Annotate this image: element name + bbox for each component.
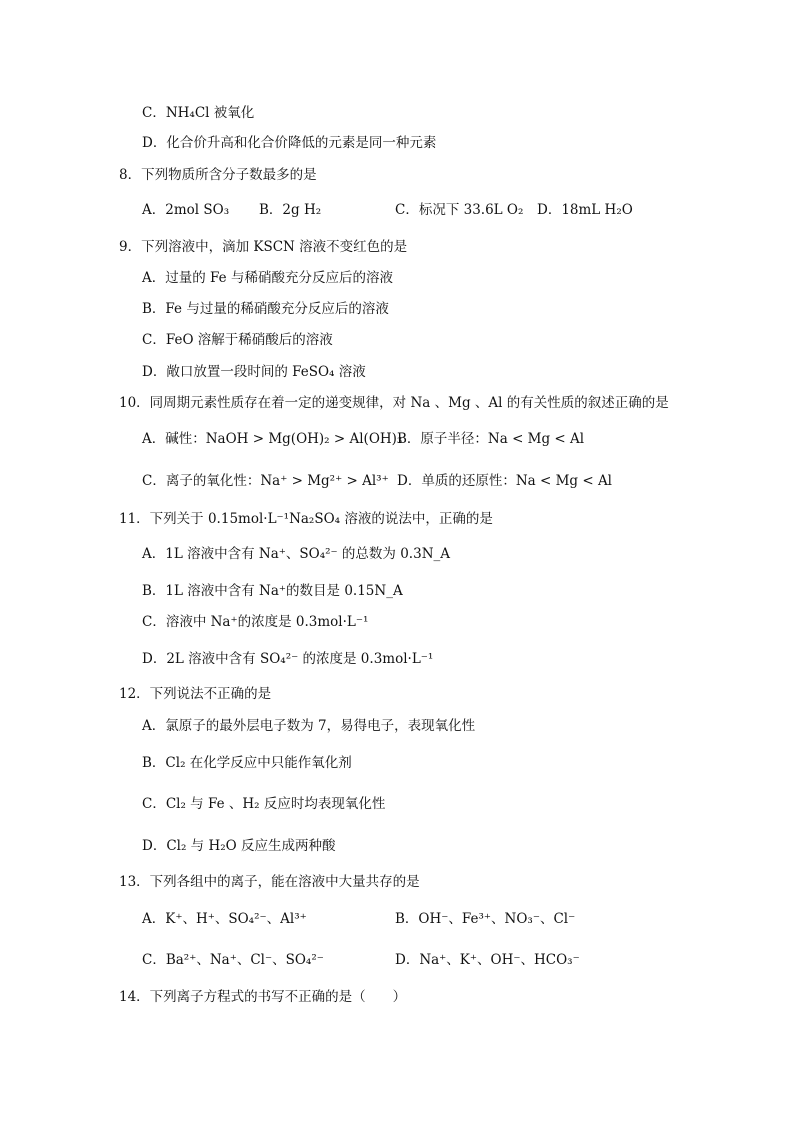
q13-option-b: B．OH⁻、Fe³⁺、NO₃⁻、Cl⁻ [395, 911, 576, 927]
q9-option-d: D．敞口放置一段时间的 FeSO₄ 溶液 [142, 364, 366, 380]
q10-option-c: C．离子的氧化性：Na⁺ > Mg²⁺ > Al³⁺ [142, 473, 389, 489]
q10-stem: 10．同周期元素性质存在着一定的递变规律，对 Na 、Mg 、Al 的有关性质的叙述正确的是 [119, 395, 669, 411]
q8-option-d: D．18mL H₂O [537, 202, 633, 218]
q10-option-a: A．碱性：NaOH > Mg(OH)₂ > Al(OH)₃ [142, 431, 403, 447]
q12-option-a: A．氯原子的最外层电子数为 7，易得电子，表现氧化性 [142, 718, 476, 734]
q9-option-c: C．FeO 溶解于稀硝酸后的溶液 [142, 332, 333, 348]
q11-stem: 11．下列关于 0.15mol·L⁻¹Na₂SO₄ 溶液的说法中，正确的是 [119, 511, 493, 527]
q8-stem: 8．下列物质所含分子数最多的是 [119, 167, 317, 183]
q8-option-c: C．标况下 33.6L O₂ [395, 202, 524, 218]
q11-option-d: D．2L 溶液中含有 SO₄²⁻ 的浓度是 0.3mol·L⁻¹ [142, 651, 434, 667]
q14-stem: 14．下列离子方程式的书写不正确的是（ ） [119, 989, 407, 1005]
q11-option-a: A．1L 溶液中含有 Na⁺、SO₄²⁻ 的总数为 0.3N_A [142, 546, 451, 562]
q8-option-b: B．2g H₂ [259, 202, 322, 218]
q13-option-c: C．Ba²⁺、Na⁺、Cl⁻、SO₄²⁻ [142, 952, 324, 968]
q9-option-b: B．Fe 与过量的稀硝酸充分反应后的溶液 [142, 301, 389, 317]
q9-option-a: A．过量的 Fe 与稀硝酸充分反应后的溶液 [142, 270, 393, 286]
q9-stem: 9．下列溶液中，滴加 KSCN 溶液不变红色的是 [119, 239, 408, 255]
q10-option-d: D．单质的还原性：Na < Mg < Al [397, 473, 613, 489]
q10-option-b: B．原子半径：Na < Mg < Al [397, 431, 585, 447]
q11-option-b: B．1L 溶液中含有 Na⁺的数目是 0.15N_A [142, 583, 403, 599]
q12-option-d: D．Cl₂ 与 H₂O 反应生成两种酸 [142, 838, 336, 854]
q12-option-c: C．Cl₂ 与 Fe 、H₂ 反应时均表现氧化性 [142, 796, 386, 812]
q7-option-d: D．化合价升高和化合价降低的元素是同一种元素 [142, 135, 437, 151]
q8-option-a: A．2mol SO₃ [142, 202, 230, 218]
q13-option-d: D．Na⁺、K⁺、OH⁻、HCO₃⁻ [395, 952, 580, 968]
q12-stem: 12．下列说法不正确的是 [119, 686, 272, 702]
q13-option-a: A．K⁺、H⁺、SO₄²⁻、Al³⁺ [142, 911, 307, 927]
q11-option-c: C．溶液中 Na⁺的浓度是 0.3mol·L⁻¹ [142, 614, 369, 630]
q13-stem: 13．下列各组中的离子，能在溶液中大量共存的是 [119, 874, 420, 890]
q12-option-b: B．Cl₂ 在化学反应中只能作氧化剂 [142, 755, 352, 771]
q7-option-c: C．NH₄Cl 被氧化 [142, 105, 255, 121]
